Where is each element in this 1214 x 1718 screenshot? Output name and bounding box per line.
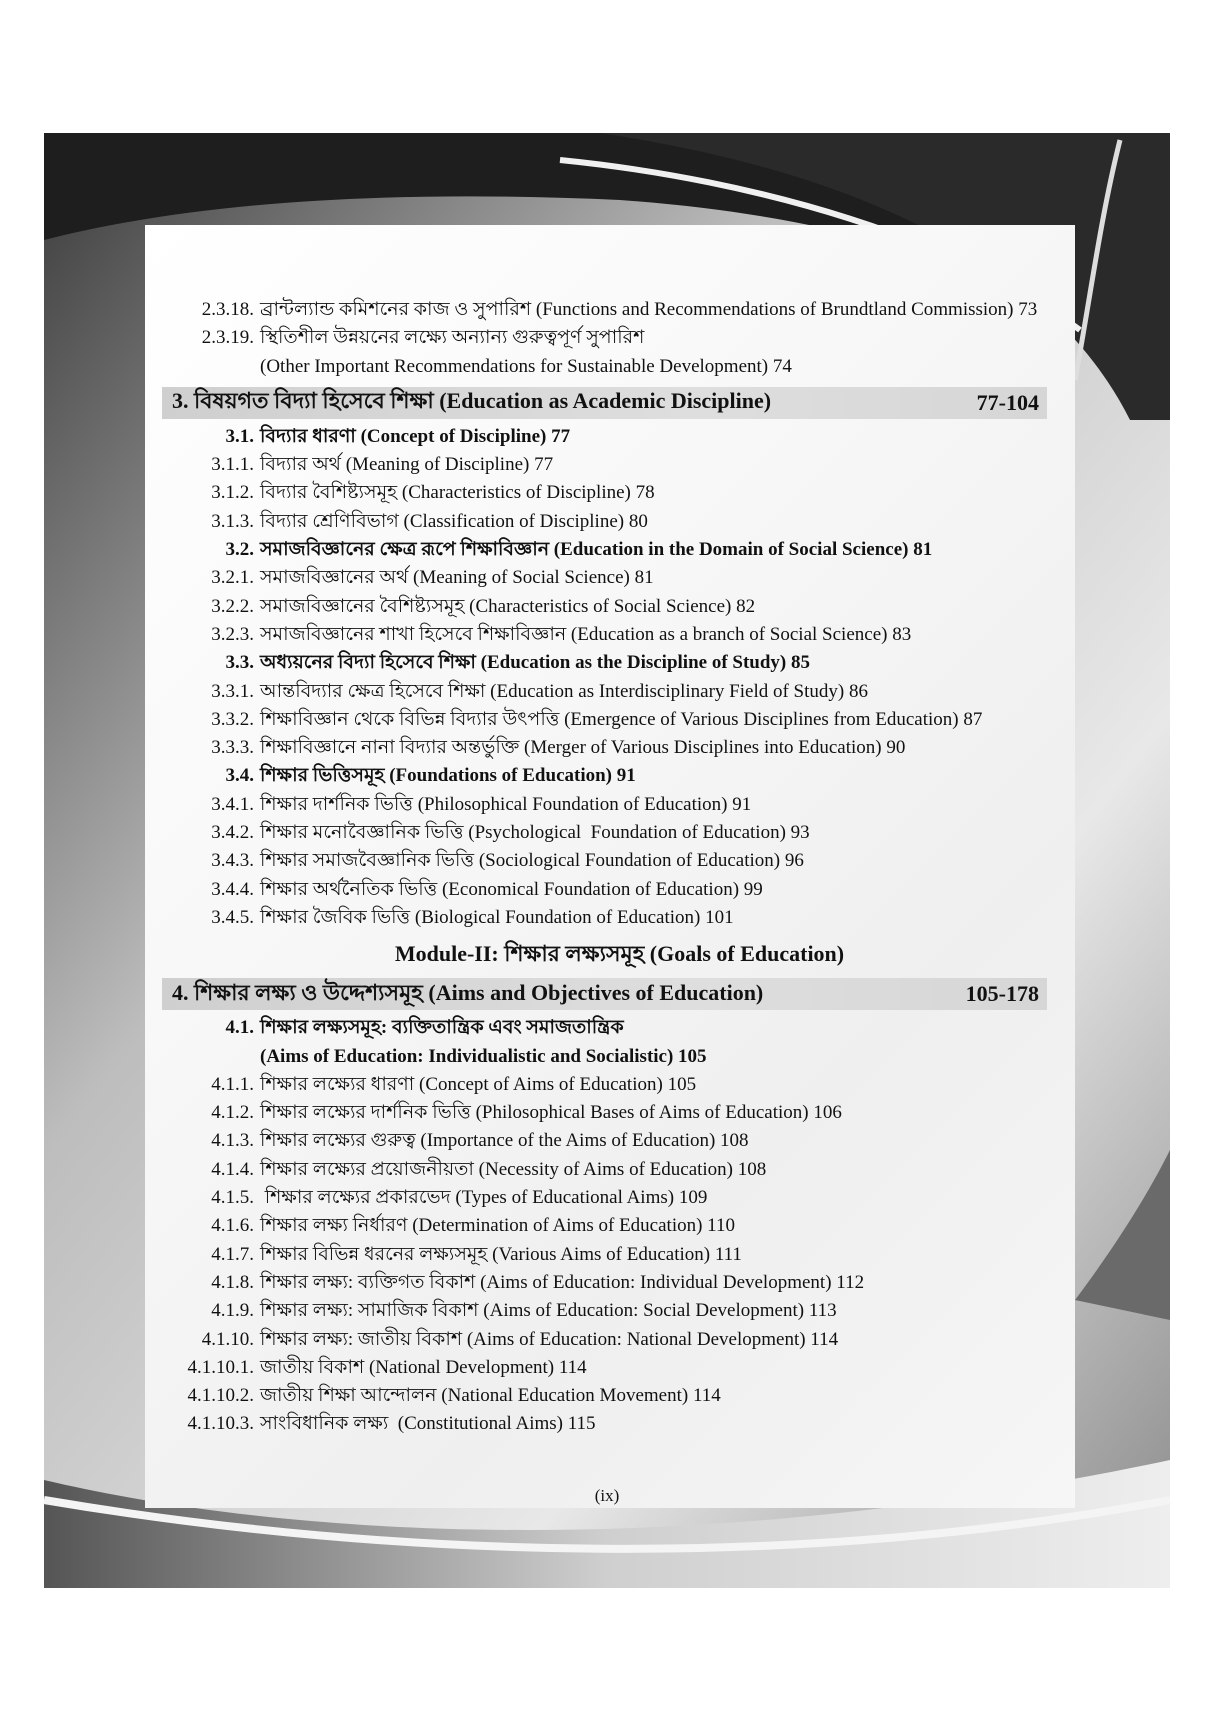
toc-entry [162,296,1047,324]
toc-entry-text: বিদ্যার ধারণা (Concept of Discipline) 77 [260,425,571,447]
toc-entry-number: 4.1. [225,1017,254,1039]
toc-entry-text: শিক্ষার দার্শনিক ভিত্তি (Philosophical Foundation of Education) 91 [260,793,752,815]
toc-entry-number: 4.1.10.2. [187,1385,254,1407]
toc-entry [162,621,1047,649]
toc-section [162,423,1047,451]
toc-entry-number: 3.1. [225,425,254,447]
chapter-title: 3. বিষয়গত বিদ্যা হিসেবে শিক্ষা (Education as Academic Discipline) [172,388,772,414]
toc-entry-text: শিক্ষার বিভিন্ন ধরনের লক্ষ্যসমূহ (Various Aims of Education) 111 [260,1243,742,1265]
toc-entry [162,1184,1047,1212]
toc-entry-text: শিক্ষাবিজ্ঞানে নানা বিদ্যার অন্তর্ভুক্তি (Merger of Various Disciplines into Education) 90 [260,737,906,759]
toc-entry [162,593,1047,621]
toc-entry-text: স্থিতিশীল উন্নয়নের লক্ষ্যে অন্যান্য গুরুত্বপূর্ণ সুপারিশ [260,327,645,349]
toc-entry-number: 4.1.10. [201,1328,254,1350]
toc-entry [162,479,1047,507]
toc-entry-text: শিক্ষাবিজ্ঞান থেকে বিভিন্ন বিদ্যার উৎপত্তি (Emergence of Various Disciplines from Education) 87 [260,708,983,730]
chapter-heading [162,387,1047,419]
toc-entry-number: 3.2.2. [211,595,254,617]
toc-section [162,1014,1047,1042]
toc-entry-number: 4.1.6. [211,1215,254,1237]
chapter-heading [162,978,1047,1010]
toc-entry-text: শিক্ষার লক্ষ্যের ধারণা (Concept of Aims of Education) 105 [260,1073,697,1095]
toc-entry-number: 3.3.1. [211,680,254,702]
toc-entry-text: বিদ্যার শ্রেণিবিভাগ (Classification of Discipline) 80 [260,510,648,532]
toc-entry-number: 2.3.18. [201,299,254,320]
toc-entry [162,1071,1047,1099]
chapter-title: 4. শিক্ষার লক্ষ্য ও উদ্দেশ্যসমূহ (Aims and Objectives of Education) [172,979,764,1005]
toc-entry-text: জাতীয় শিক্ষা আন্দোলন (National Education Movement) 114 [260,1385,721,1407]
toc-entry-number: 3.3.3. [211,737,254,759]
toc-entry-text: আন্তবিদ্যার ক্ষেত্র হিসেবে শিক্ষা (Education as Interdisciplinary Field of Study) 86 [260,680,868,702]
toc-entry-number: 3.1.1. [211,454,254,476]
toc-entry [162,1212,1047,1240]
toc-entry-number: 3.1.2. [211,482,254,504]
toc-section [162,536,1047,564]
toc-entry-text: শিক্ষার লক্ষ্য নির্ধারণ (Determination of Aims of Education) 110 [260,1215,735,1237]
toc-entry-text: শিক্ষার লক্ষ্যের গুরুত্ব (Importance of the Aims of Education) 108 [260,1130,749,1152]
toc-entry-text: অধ্যয়নের বিদ্যা হিসেবে শিক্ষা (Education as the Discipline of Study) 85 [260,652,811,674]
toc-entry-number: 4.1.4. [211,1158,254,1180]
toc-entry-number: 3.3. [225,652,254,674]
toc-entry [162,1410,1047,1438]
toc-entry-number: 3.4.2. [211,822,254,844]
chapter-page-range: 105-178 [965,981,1039,1007]
toc-section [162,649,1047,677]
toc-entry-number: 3.4.3. [211,850,254,872]
toc-entry-number: 4.1.3. [211,1130,254,1152]
toc-entry-number: 4.1.1. [211,1073,254,1095]
toc-entry-number: 4.1.10.1. [187,1356,254,1378]
toc-entry [162,876,1047,904]
toc-entry [162,1156,1047,1184]
table-of-contents [162,296,1047,1439]
toc-entry [162,1354,1047,1382]
toc-entry-continuation [162,1043,1047,1071]
toc-entry [162,847,1047,875]
toc-entry-number: 4.1.7. [211,1243,254,1265]
toc-entry [162,1127,1047,1155]
toc-entry-text: শিক্ষার মনোবৈজ্ঞানিক ভিত্তি (Psychological Foundation of Education) 93 [260,822,810,844]
toc-entry-number: 4.1.5. [211,1187,254,1209]
toc-entry-text: শিক্ষার ভিত্তিসমূহ (Foundations of Education) 91 [260,765,636,787]
toc-entry-text: সমাজবিজ্ঞানের বৈশিষ্ট্যসমূহ (Characteristics of Social Science) 82 [260,595,756,617]
toc-entry [162,734,1047,762]
toc-entry-text: (Other Important Recommendations for Sustainable Development) 74 [260,355,792,377]
toc-entry-text: সাংবিধানিক লক্ষ্য (Constitutional Aims) 115 [260,1413,596,1435]
toc-entry-text: শিক্ষার জৈবিক ভিত্তি (Biological Foundation of Education) 101 [260,906,734,928]
toc-entry [162,1269,1047,1297]
toc-entry-text: ব্রান্টল্যান্ড কমিশনের কাজ ও সুপারিশ (Functions and Recommendations of Brundtland Commission) 73 [260,299,1038,320]
toc-entry-text: সমাজবিজ্ঞানের শাখা হিসেবে শিক্ষাবিজ্ঞান (Education as a branch of Social Science) 83 [260,623,912,645]
chapter-page-range: 77-104 [976,389,1039,415]
toc-entry-text: জাতীয় বিকাশ (National Development) 114 [260,1356,587,1378]
toc-entry-number: 4.1.8. [211,1271,254,1293]
toc-entry-text: শিক্ষার অর্থনৈতিক ভিত্তি (Economical Foundation of Education) 99 [260,878,763,900]
toc-entry-number: 3.2.1. [211,567,254,589]
toc-entry-text: শিক্ষার লক্ষ্যের দার্শনিক ভিত্তি (Philosophical Bases of Aims of Education) 106 [260,1102,842,1124]
toc-entry [162,1241,1047,1269]
toc-entry-number: 3.4. [225,765,254,787]
page-number: (ix) [594,1486,620,1505]
toc-entry [162,1382,1047,1410]
toc-entry-number: 3.2. [225,539,254,561]
toc-entry-text: সমাজবিজ্ঞানের ক্ষেত্র রূপে শিক্ষাবিজ্ঞান (Education in the Domain of Social Science) 81 [260,539,933,561]
toc-entry [162,678,1047,706]
toc-entry [162,819,1047,847]
toc-entry-text: শিক্ষার লক্ষ্যের প্রয়োজনীয়তা (Necessity of Aims of Education) 108 [260,1158,767,1180]
module-heading: Module-II: শিক্ষার লক্ষ্যসমূহ (Goals of Education) [394,941,845,967]
toc-entry-number: 3.1.3. [211,510,254,532]
toc-section [162,762,1047,790]
toc-entry-text: সমাজবিজ্ঞানের অর্থ (Meaning of Social Science) 81 [260,567,654,589]
toc-entry-continuation [162,353,1047,381]
toc-entry-text: শিক্ষার লক্ষ্য: ব্যক্তিগত বিকাশ (Aims of Education: Individual Development) 112 [260,1271,865,1293]
toc-entry-number: 3.4.1. [211,793,254,815]
toc-entry-number: 2.3.19. [201,327,254,349]
toc-entry-text: শিক্ষার লক্ষ্য: সামাজিক বিকাশ (Aims of Education: Social Development) 113 [260,1300,837,1322]
toc-entry-text: বিদ্যার অর্থ (Meaning of Discipline) 77 [260,454,554,476]
toc-entry-number: 4.1.2. [211,1102,254,1124]
toc-entry [162,1297,1047,1325]
toc-entry-text: শিক্ষার সমাজবৈজ্ঞানিক ভিত্তি (Sociological Foundation of Education) 96 [260,850,804,872]
toc-entry [162,706,1047,734]
toc-entry-number: 3.4.4. [211,878,254,900]
toc-entry-text: বিদ্যার বৈশিষ্ট্যসমূহ (Characteristics of Discipline) 78 [260,482,655,504]
toc-entry-text: (Aims of Education: Individualistic and Socialistic) 105 [260,1045,707,1067]
toc-entry [162,324,1047,352]
toc-entry-number: 4.1.10.3. [187,1413,254,1435]
toc-entry-text: শিক্ষার লক্ষ্য: জাতীয় বিকাশ (Aims of Education: National Development) 114 [260,1328,839,1350]
toc-entry-number: 3.4.5. [211,906,254,928]
toc-entry [162,1326,1047,1354]
toc-entry-number: 3.2.3. [211,623,254,645]
toc-entry-text: শিক্ষার লক্ষ্যসমূহ: ব্যক্তিতান্ত্রিক এবং সমাজতান্ত্রিক [260,1017,624,1039]
toc-entry [162,1099,1047,1127]
toc-entry [162,791,1047,819]
toc-entry-number: 3.3.2. [211,708,254,730]
toc-entry-text: শিক্ষার লক্ষ্যের প্রকারভেদ (Types of Educational Aims) 109 [260,1187,708,1209]
toc-entry [162,564,1047,592]
toc-entry [162,904,1047,932]
toc-entry-number: 4.1.9. [211,1300,254,1322]
toc-entry [162,451,1047,479]
toc-entry [162,508,1047,536]
